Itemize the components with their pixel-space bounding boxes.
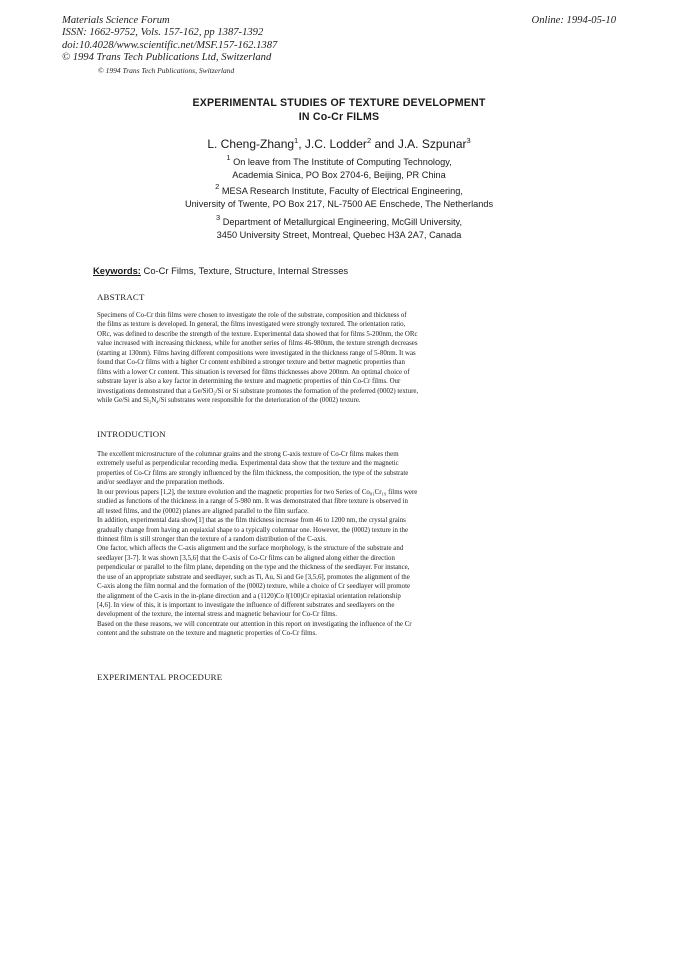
affiliation-line: Academia Sinica, PO Box 2704-6, Beijing, PR China [232,170,446,180]
abstract-heading: ABSTRACT [97,292,145,302]
text-line: found that Co-Cr films with a higher Cr content exhibited a stronger texture and better magnetic properties than [97,359,405,367]
text-line: studied as functions of the thickness in a range of 5-980 nm. It was demonstrated that fibre texture is observed in [97,498,408,506]
affiliation-line: On leave from The Institute of Computing Technology, [233,157,452,167]
text-line: extremely useful as perpendicular recording media. Experimental data show that the texture and the magnetic [97,460,399,468]
text-line: (starting at 130nm). Films having different compositions were investigated in the thickness range of 5-80nm. It was [97,349,416,357]
text-line: seedlayer [3-7]. It was shown [3,5,6] that the C-axis of Co-Cr films can be aligned along either the direction [97,554,395,562]
text-line: thinnest film is still stronger than the texture of a random distribution of the C-axis. [97,535,327,543]
text-line: In addition, experimental data show[1] that as the film thickness increase from 46 to 1200 nm, the crystal grains [97,517,406,525]
text-line: One factor, which affects the C-axis alignment and the surface morphology, is the structure of the substrate and [97,545,404,553]
text-line: while Ge/Si and Si₃N₄/Si substrates were responsible for the deterioration of the (0002) texture. [97,396,361,404]
journal-name: Materials Science Forum [62,15,170,26]
text-line: Based on the these reasons, we will concentrate our attention in this report on investigating the influence of the Cr [97,620,412,628]
text-line: substrate layer is also a key factor in determining the texture and magnetic properties of thin Co-Cr films. Our [97,378,401,386]
text-line: content and the substrate on the texture and magnetic properties of Co-Cr films. [97,630,317,638]
affiliation-line: University of Twente, PO Box 217, NL-7500 AE Enschede, The Netherlands [184,199,494,209]
keywords-text: Co-Cr Films, Texture, Structure, Internal Stresses [143,265,349,276]
affiliation-line: MESA Research Institute, Faculty of Electrical Engineering, [221,186,463,196]
issn-line: ISSN: 1662-9752, Vols. 157-162, pp 1387-1392 [62,27,264,39]
affiliation-line: Department of Metallurgical Engineering, McGill University, [222,217,463,227]
author-separator: and [371,137,398,151]
text-line: and/or seedlayer and the preparation methods. [97,479,225,487]
text-line: ORc, was defined to describe the strength of the texture. Experimental data showed that for films 5-200nm, the ORc [97,330,418,338]
author-separator: , [298,137,305,151]
affiliation-2 [0,182,678,211]
text-line: Specimens of Co-Cr thin films were chosen to investigate the role of the substrate, composition and thickness of [97,312,407,319]
online-date: Online: 1994-05-10 [531,15,616,26]
author-name: L. Cheng-Zhang [207,137,295,151]
text-line: investigations demonstrated that a Ge/SiO₂/Si or Si substrate promotes the formation of the preferred (0002) texture, [97,387,419,395]
paper-title [0,96,678,124]
affiliation-number: 3 [215,213,221,222]
text-line: the use of an appropriate substrate and seedlayer, such as Ti, Au, Si and Ge [3,5,6], promotes the alignment of the [97,573,410,581]
text-line: all tested films, and the (0002) planes are aligned parallel to the film surface. [97,507,309,515]
text-line: C-axis along the film normal and the formation of the (0002) texture, while a choice of Cr seedlayer will promote [97,583,411,591]
author-name: J.C. Lodder [304,137,367,151]
affiliation-number: 2 [215,182,220,191]
affiliation-line: 3450 University Street, Montreal, Quebec H3A 2A7, Canada [216,230,462,240]
text-line: the films as texture is developed. In general, the films investigated were strongly textured. The orientation ratio, [97,321,406,329]
author-affiliation-number: 3 [466,136,471,145]
text-line: [4,6]. In view of this, it is important to investigate the influence of different substrates and seedlayers on the [97,602,395,609]
doi-line: doi:10.4028/www.scientific.net/MSF.157-162.1387 [62,39,278,51]
text-line: development of the texture, the internal stress and magnetic behaviour for Co-Cr films. [97,611,337,619]
affiliation-3 [0,213,678,242]
text-line: The excellent microstructure of the columnar grains and the strong C-axis texture of Co-Cr films makes them [97,451,399,458]
author-affiliation-number: 2 [366,136,372,145]
title-line-1: EXPERIMENTAL STUDIES OF TEXTURE DEVELOPMENT [192,97,486,109]
introduction-heading: INTRODUCTION [97,429,166,439]
author-name: J.A. Szpunar [397,137,467,151]
introduction-body [97,450,515,639]
abstract-body [97,311,515,405]
text-line: properties of Co-Cr films are strongly influenced by the film thickness, the composition, the type of the substrate [97,469,409,477]
text-line: the alignment of the C-axis in the in-plane direction and a (1120)Co ‖(100)Cr epitaxial orientation relationship [97,592,401,600]
experimental-heading: EXPERIMENTAL PROCEDURE [97,672,223,682]
keywords [93,265,348,276]
keywords-label: Keywords: [93,265,141,276]
publication-metadata [62,15,277,64]
author-affiliation-number: 1 [294,136,299,145]
title-line-2: IN Co-Cr FILMS [298,111,380,123]
text-line: value increased with increasing thickness, while for another series of films 46-980nm, the texture strength decreases [97,340,418,348]
author-list [0,137,678,151]
text-line: gradually change from having an equiaxial shape to a typically columnar one. However, the (0002) texture in the [97,526,409,534]
copyright-line: © 1994 Trans Tech Publications Ltd, Switzerland [62,51,272,63]
affiliation-number: 1 [226,153,231,162]
text-line: perpendicular or parallel to the film plane, depending on the type and the thickness of the seedlayer. For instance, [97,564,410,572]
text-line: films with a lower Cr content. This situation is reversed for films thicknesses above 200nm. An optimal choice of [97,368,410,376]
publisher-note: © 1994 Trans Tech Publications, Switzerland [98,66,235,75]
affiliation-1 [0,153,678,182]
text-line: In our previous papers [1,2], the texture evolution and the magnetic properties for two Series of Co₈₁Cr₁₉ films were [97,488,418,496]
